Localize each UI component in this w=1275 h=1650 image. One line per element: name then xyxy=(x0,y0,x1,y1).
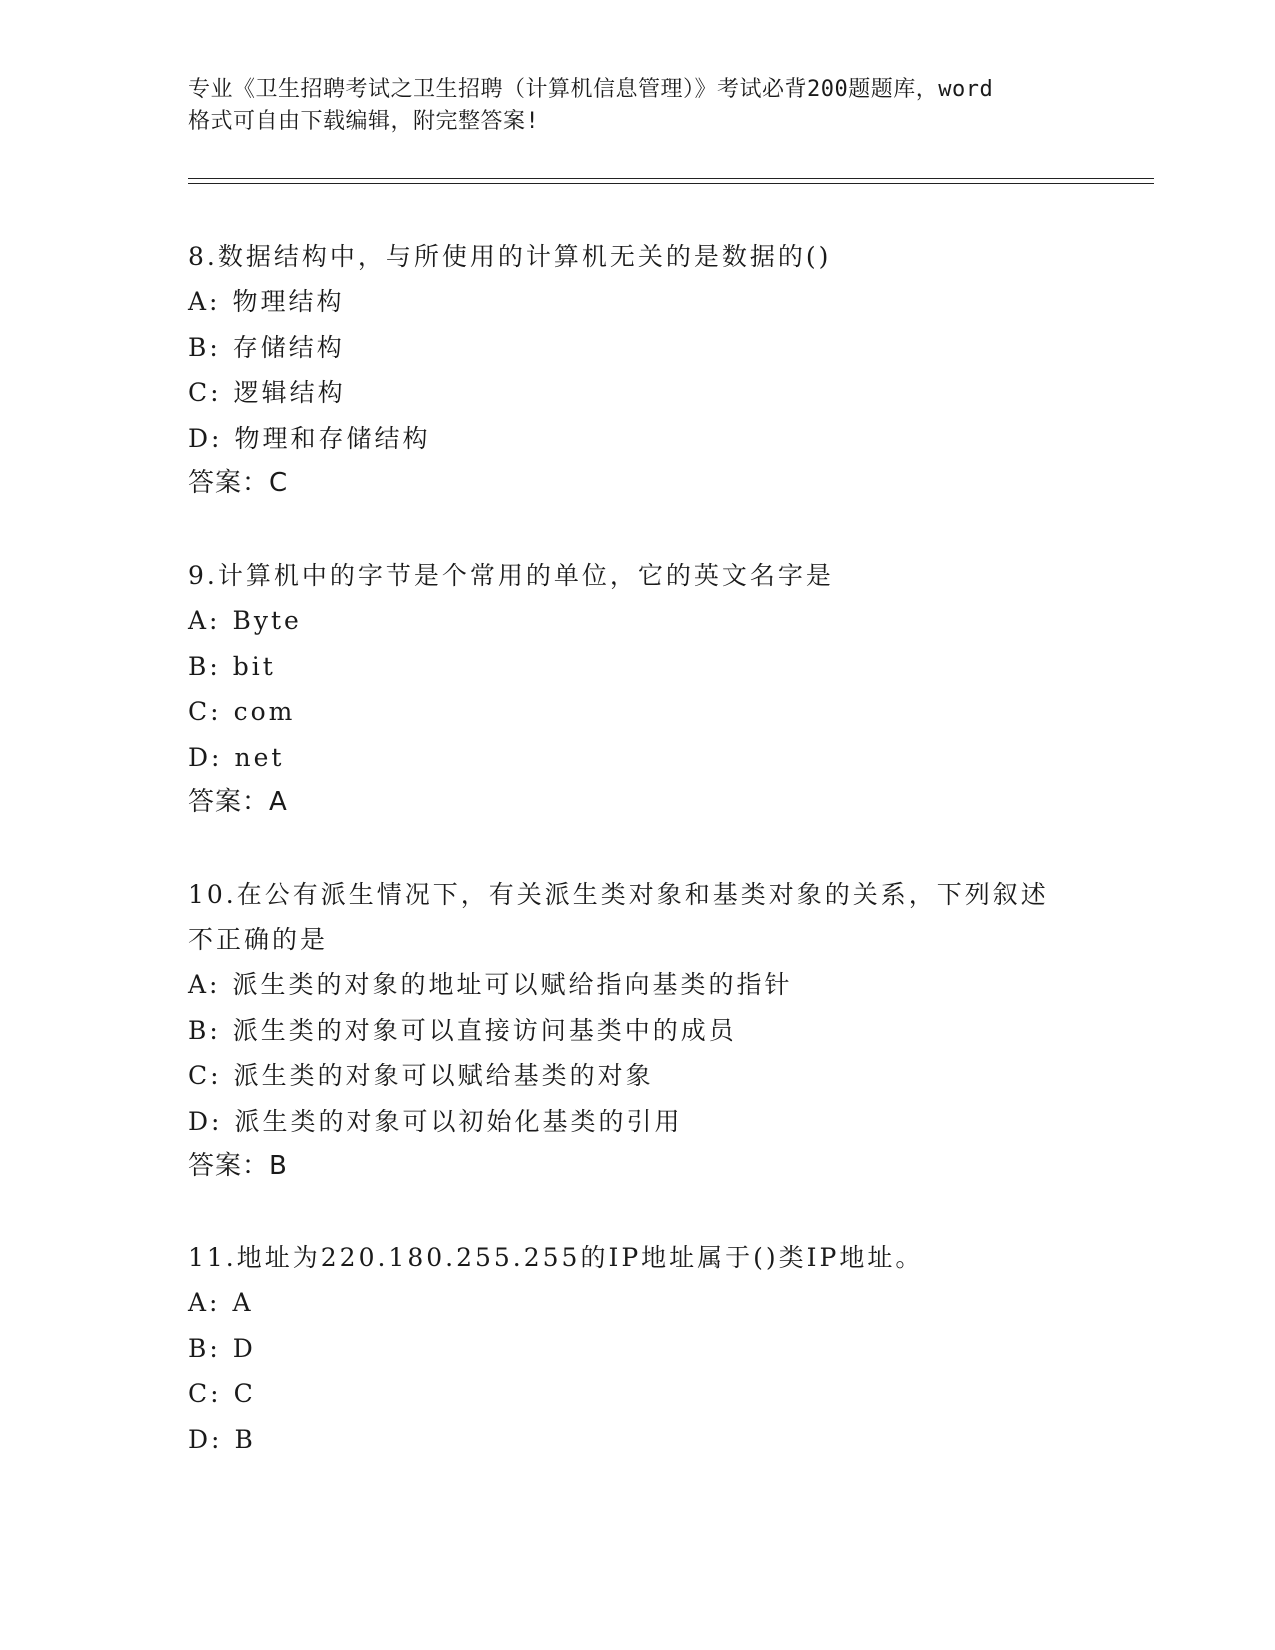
option-key: D: xyxy=(188,1106,223,1136)
option-text: 派生类的对象可以初始化基类的引用 xyxy=(234,1106,683,1136)
option-text: Byte xyxy=(232,606,302,635)
option-text: 物理和存储结构 xyxy=(234,423,431,453)
option-text: 存储结构 xyxy=(232,332,345,362)
option-c xyxy=(188,1371,1088,1417)
option-b xyxy=(188,325,1088,371)
answer: 答案：A xyxy=(188,787,288,817)
option-key: D: xyxy=(188,1424,223,1454)
question-stem-line-2: 不正确的是 xyxy=(188,925,329,954)
header-divider-top xyxy=(188,178,1154,179)
option-b xyxy=(188,1008,1088,1054)
option-c xyxy=(188,370,1088,416)
option-key: B: xyxy=(188,1015,221,1045)
option-key: A: xyxy=(188,287,221,316)
option-text: 派生类的对象可以直接访问基类中的成员 xyxy=(232,1015,737,1045)
option-text: bit xyxy=(232,651,276,681)
answer: 答案：B xyxy=(188,1151,288,1181)
option-key: C: xyxy=(188,378,222,407)
option-text: com xyxy=(233,697,296,726)
option-text: 物理结构 xyxy=(232,287,345,316)
option-text: 派生类的对象的地址可以赋给指向基类的指针 xyxy=(232,970,793,999)
question-stem: 11.地址为220.180.255.255的IP地址属于()类IP地址。 xyxy=(188,1243,924,1272)
header-line-1: 专业《卫生招聘考试之卫生招聘（计算机信息管理）》考试必背200题题库，word xyxy=(188,77,994,102)
option-d xyxy=(188,735,1088,781)
header-line-2: 格式可自由下载编辑，附完整答案! xyxy=(188,109,540,134)
question-10 xyxy=(188,872,1088,1189)
option-text: D xyxy=(232,1333,256,1363)
option-text: C xyxy=(233,1379,256,1408)
option-key: D: xyxy=(188,742,223,772)
answer: 答案：C xyxy=(188,468,289,498)
option-key: C: xyxy=(188,697,222,726)
question-stem-line-1: 10.在公有派生情况下，有关派生类对象和基类对象的关系，下列叙述 xyxy=(188,880,1049,909)
option-key: C: xyxy=(188,1379,222,1408)
option-d xyxy=(188,416,1088,462)
question-9 xyxy=(188,553,1088,825)
option-b xyxy=(188,644,1088,690)
option-key: A: xyxy=(188,1288,221,1317)
option-d xyxy=(188,1099,1088,1145)
option-text: 逻辑结构 xyxy=(233,378,346,407)
option-text: A xyxy=(232,1288,254,1317)
document-header xyxy=(188,74,1088,138)
option-text: 派生类的对象可以赋给基类的对象 xyxy=(233,1061,654,1090)
option-key: B: xyxy=(188,651,221,681)
option-a xyxy=(188,962,1088,1008)
option-c xyxy=(188,1053,1088,1099)
question-stem: 8.数据结构中，与所使用的计算机无关的是数据的() xyxy=(188,242,832,271)
option-key: D: xyxy=(188,423,223,453)
option-key: C: xyxy=(188,1061,222,1090)
question-8 xyxy=(188,234,1088,506)
option-c xyxy=(188,689,1088,735)
option-a xyxy=(188,279,1088,325)
option-key: A: xyxy=(188,606,221,635)
option-b xyxy=(188,1326,1088,1372)
header-divider-bottom xyxy=(188,183,1154,184)
option-key: B: xyxy=(188,1333,221,1363)
option-text: B xyxy=(234,1424,256,1454)
option-d xyxy=(188,1417,1088,1463)
question-11 xyxy=(188,1235,1088,1462)
option-a xyxy=(188,598,1088,644)
option-key: A: xyxy=(188,970,221,999)
question-stem: 9.计算机中的字节是个常用的单位，它的英文名字是 xyxy=(188,561,834,590)
option-text: net xyxy=(234,742,285,772)
option-key: B: xyxy=(188,332,221,362)
option-a xyxy=(188,1280,1088,1326)
